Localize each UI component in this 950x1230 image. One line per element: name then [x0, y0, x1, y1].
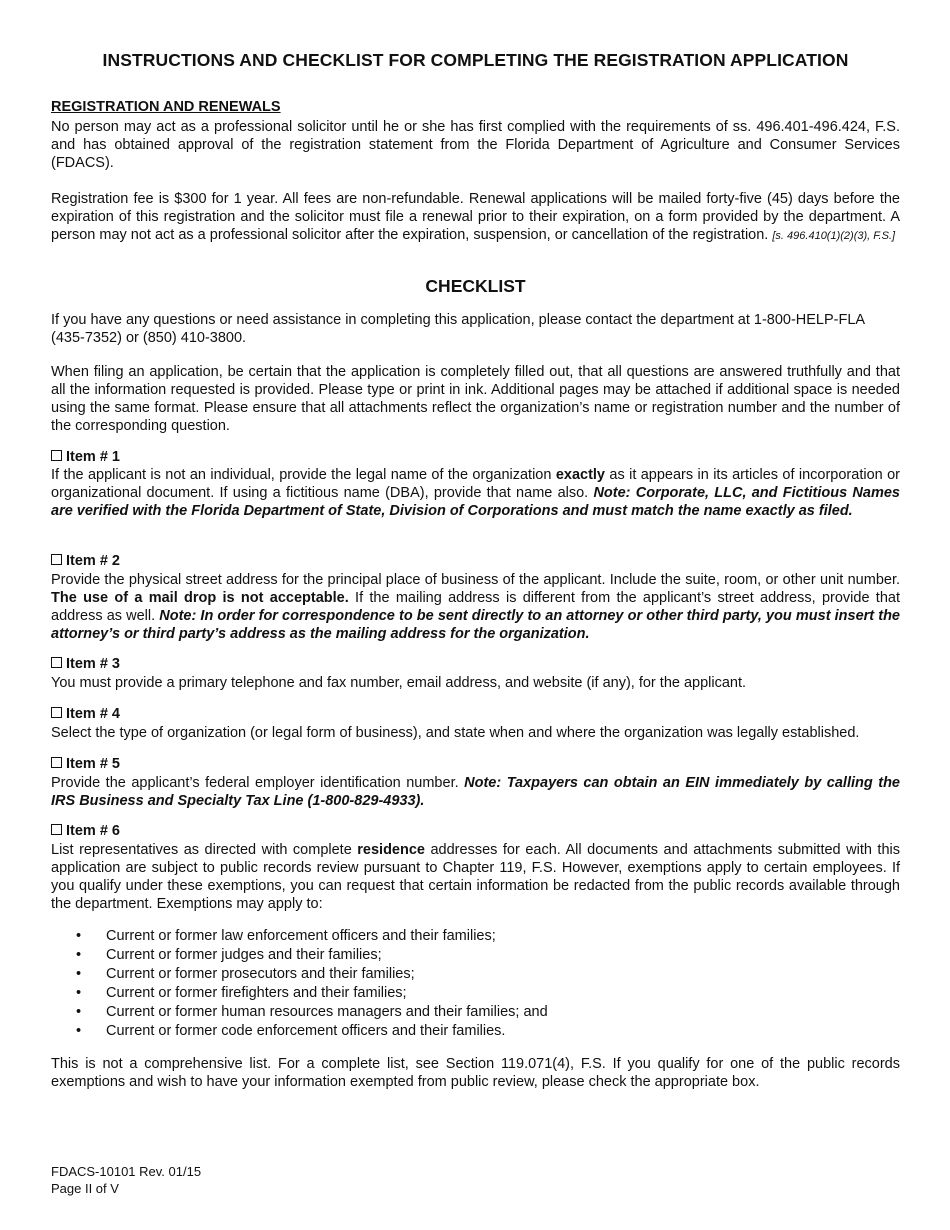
item-1-text-a: If the applicant is not an individual, provide the legal name of the organization	[51, 467, 556, 483]
item-6-label: Item # 6	[66, 823, 120, 839]
item-2-text-b: If the mailing address is different from the applicant’s street address, provide that address as well.	[51, 590, 900, 624]
item-1-text	[51, 466, 900, 520]
item-2-text	[51, 571, 900, 643]
item-1-text-b: as it appears in its articles of incorporation or organizational document. If using a fictitious name (DBA), provide that name also.	[51, 467, 900, 501]
form-id: FDACS-10101 Rev. 01/15	[51, 1164, 202, 1179]
item-4-text: Select the type of organization (or legal form of business), and state when and where the organization was legally established.	[51, 725, 860, 741]
item-2-heading	[51, 553, 120, 569]
list-item: • Current or former human resources managers and their families; and	[51, 1003, 900, 1022]
item-4-checkbox[interactable]	[51, 707, 62, 718]
item-1-heading	[51, 449, 120, 465]
item-3-text: You must provide a primary telephone and fax number, email address, and website (if any), for the applicant.	[51, 675, 747, 691]
item-6-closing: This is not a comprehensive list. For a complete list, see Section 119.071(4), F.S. If you qualify for one of the public records exemptions and wish to have your information exempted from public review, please check the appropriate box.	[51, 1056, 900, 1090]
item-6-checkbox[interactable]	[51, 824, 62, 835]
list-item: • Current or former code enforcement officers and their families.	[51, 1022, 900, 1041]
exemption-list	[51, 927, 900, 1041]
item-2-checkbox[interactable]	[51, 554, 62, 565]
registration-heading: REGISTRATION AND RENEWALS	[51, 99, 281, 115]
page-footer	[51, 1163, 201, 1197]
item-1-label: Item # 1	[66, 449, 120, 465]
list-item: • Current or former judges and their families;	[51, 946, 900, 965]
item-3-heading	[51, 656, 120, 672]
item-5-note: Note: Taxpayers can obtain an EIN immediately by calling the IRS Business and Specialty Tax Line (1-800-829-4933).	[51, 775, 900, 809]
item-2-emphasis: The use of a mail drop is not acceptable.	[51, 590, 349, 606]
checklist-intro-contact: If you have any questions or need assistance in completing this application, please contact the department at 1-800-HELP-FLA (435-7352) or (850) 410-3800.	[51, 312, 865, 346]
item-5-heading	[51, 756, 120, 772]
checklist-intro-filing: When filing an application, be certain that the application is completely filled out, that all questions are answered truthfully and that all the information requested is provided. Please type or print in ink. Additional pages may be attached if additional space is needed using the same format. Please ensure that all attachments reflect the organization’s name or registration number and the number of the corresponding question.	[51, 364, 900, 434]
item-6-text	[51, 841, 900, 913]
item-1-emphasis: exactly	[555, 467, 605, 483]
item-6-text-b: addresses for each. All documents and attachments submitted with this application are subject to public records review pursuant to Chapter 119, F.S. However, exemptions apply to certain employees. If you qualify under these exemptions, you can request that certain information be redacted from the public records available through the department. Exemptions may apply to:	[51, 842, 900, 912]
item-6-text-a: List representatives as directed with complete	[51, 842, 358, 858]
checklist-heading: CHECKLIST	[425, 276, 526, 296]
page-title: INSTRUCTIONS AND CHECKLIST FOR COMPLETING THE REGISTRATION APPLICATION	[102, 50, 849, 70]
item-3-label: Item # 3	[66, 656, 120, 672]
item-5-text-a: Provide the applicant’s federal employer identification number.	[51, 775, 465, 791]
registration-paragraph-1: No person may act as a professional solicitor until he or she has first complied with the requirements of ss. 496.401-496.424, F.S. and has obtained approval of the registration statement from the Florida Department of Agriculture and Consumer Services (FDACS).	[51, 119, 900, 171]
item-5-label: Item # 5	[66, 756, 120, 772]
item-4-heading	[51, 706, 120, 722]
item-4-label: Item # 4	[66, 706, 120, 722]
page-number: Page II of V	[51, 1181, 119, 1196]
item-5-checkbox[interactable]	[51, 757, 62, 768]
item-6-heading	[51, 823, 120, 839]
list-item: • Current or former law enforcement officers and their families;	[51, 927, 900, 946]
item-2-text-a: Provide the physical street address for the principal place of business of the applicant. Include the suite, room, or other unit number.	[51, 572, 900, 588]
item-2-label: Item # 2	[66, 553, 120, 569]
registration-paragraph-2-text: Registration fee is $300 for 1 year. All fees are non-refundable. Renewal applications will be mailed forty-five (45) days before the expiration of this registration and the solicitor must file a renewal prior to their expiration, on a form provided by the department. A person may not act as a professional solicitor after the expiration, suspension, or cancellation of the registration.	[51, 191, 900, 243]
item-1-checkbox[interactable]	[51, 450, 62, 461]
item-2-note: Note: In order for correspondence to be sent directly to an attorney or other third party, you must insert the attorney’s or third party’s address as the mailing address for the organization.	[51, 608, 900, 642]
statute-citation: [s. 496.410(1)(2)(3), F.S.]	[772, 230, 896, 242]
item-6-emphasis: residence	[357, 842, 425, 858]
list-item: • Current or former firefighters and their families;	[51, 984, 900, 1003]
registration-paragraph-2	[51, 190, 900, 245]
item-5-text	[51, 774, 900, 810]
item-1-note: Note: Corporate, LLC, and Fictitious Names are verified with the Florida Department of State, Division of Corporations and must match the name exactly as filed.	[51, 485, 900, 519]
list-item: • Current or former prosecutors and their families;	[51, 965, 900, 984]
item-3-checkbox[interactable]	[51, 657, 62, 668]
